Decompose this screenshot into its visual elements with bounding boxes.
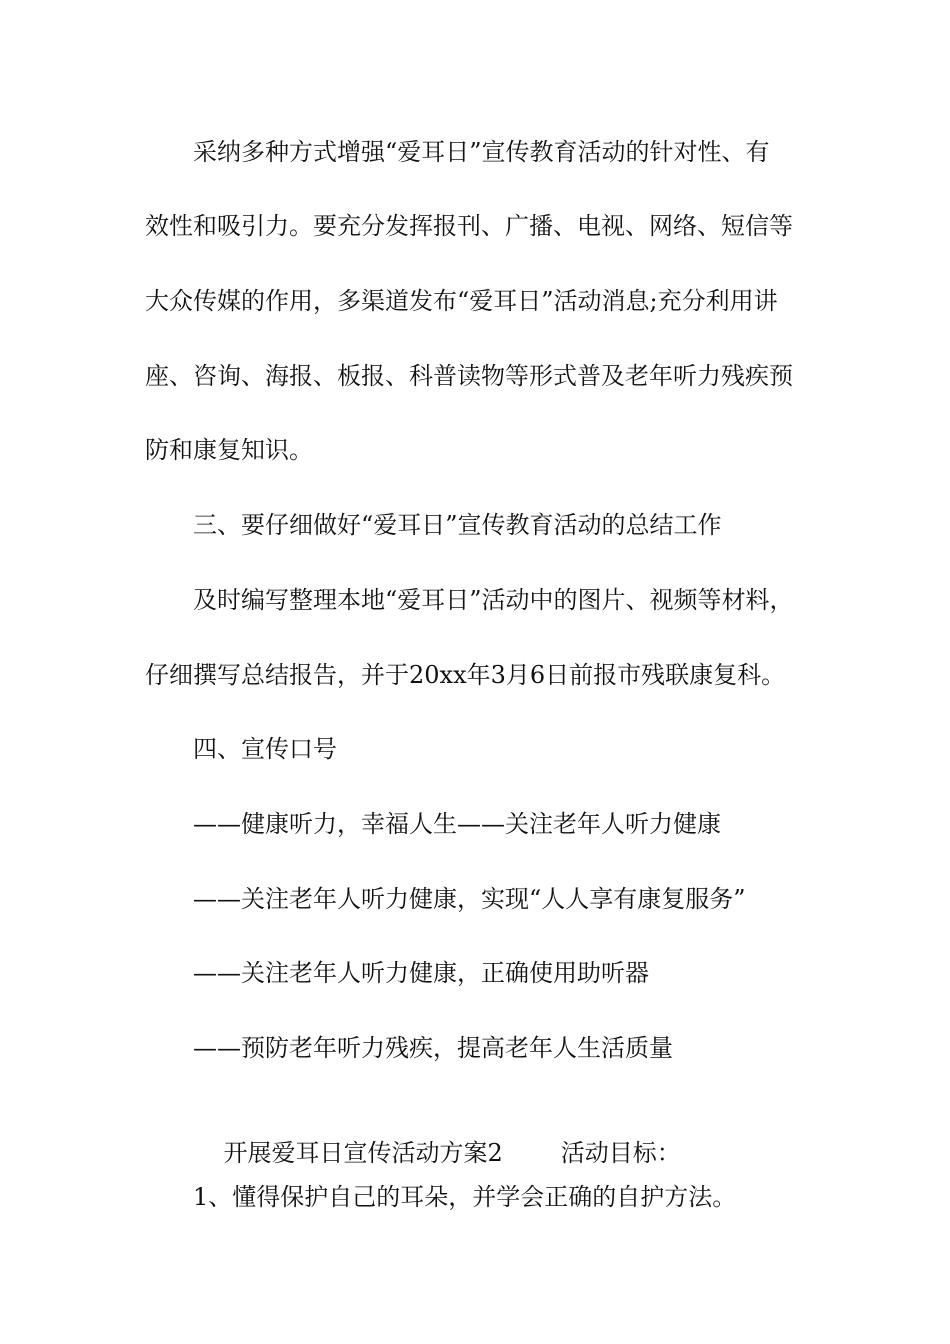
paragraph-line: 防和康复知识。 [145,436,313,464]
goal-item: 1、懂得保护自己的耳朵，并学会正确的自护方法。 [193,1183,737,1211]
slogan-line: ——关注老年人听力健康，实现“人人享有康复服务” [193,885,746,913]
paragraph-line: 座、咨询、海报、板报、科普读物等形式普及老年听力残疾预 [145,362,793,390]
paragraph-line: 大众传媒的作用，多渠道发布“爱耳日”活动消息;充分利用讲 [145,287,778,315]
section-heading: 四、宣传口号 [193,735,337,763]
slogan-line: ——预防老年听力残疾，提高老年人生活质量 [193,1034,673,1062]
goal-label: 活动目标： [560,1139,681,1167]
slogan-line: ——健康听力，幸福人生——关注老年人听力健康 [193,810,721,838]
slogan-line: ——关注老年人听力健康，正确使用助听器 [193,959,649,987]
paragraph-line: 采纳多种方式增强“爱耳日”宣传教育活动的针对性、有 [193,138,770,166]
paragraph-line: 效性和吸引力。要充分发挥报刊、广播、电视、网络、短信等 [145,212,793,240]
section-heading: 三、要仔细做好“爱耳日”宣传教育活动的总结工作 [193,511,722,539]
paragraph-line: 及时编写整理本地“爱耳日”活动中的图片、视频等材料， [193,586,794,614]
plan-title: 开展爱耳日宣传活动方案2 [223,1139,503,1167]
paragraph-line: 仔细撰写总结报告，并于20xx年3月6日前报市残联康复科。 [145,661,786,689]
